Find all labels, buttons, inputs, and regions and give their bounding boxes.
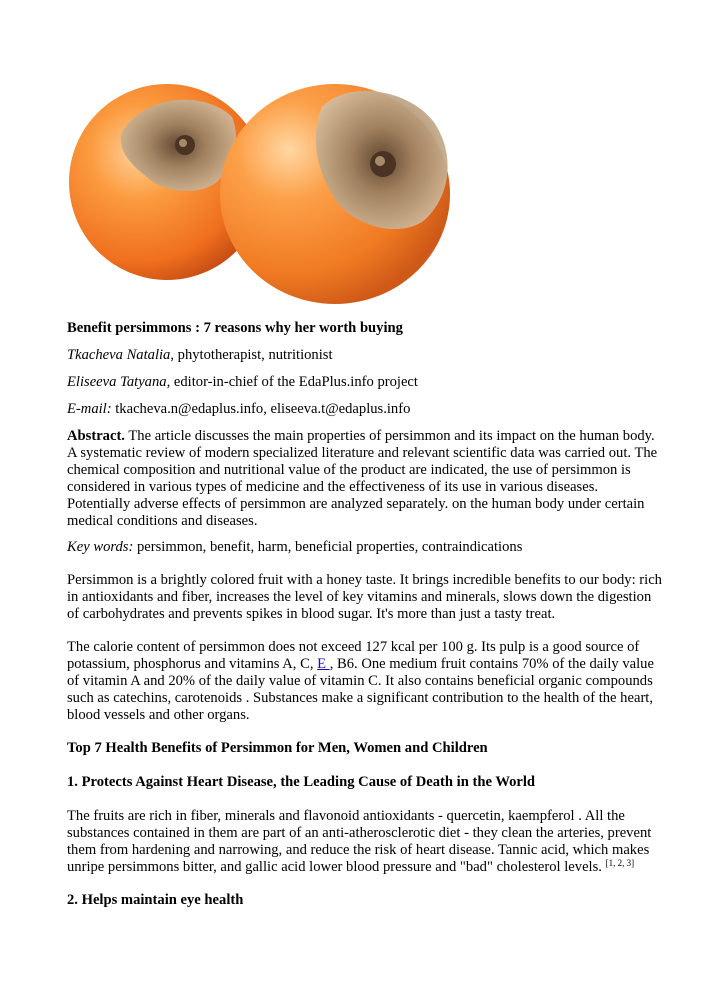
author-2-name: Eliseeva Tatyana, — [67, 374, 171, 390]
paragraph-1-text: The fruits are rich in fiber, minerals and flavonoid antioxidants - quercetin, kaempferol . All the substances contained in them are part of an anti-atherosclerotic diet - they clean the arteries, prevent them from hardening and narrowing, and reduce the risk of heart disease. Tannic acid, which makes unripe persimmons bitter, and gallic acid lower blood pressure and "bad" cholesterol levels. — [67, 808, 652, 875]
author-2 — [67, 374, 662, 391]
author-1-name: Tkacheva Natalia, — [67, 347, 175, 363]
author-1-role: phytotherapist, nutritionist — [174, 347, 333, 363]
section-heading: Top 7 Health Benefits of Persimmon for Men, Women and Children — [67, 740, 488, 756]
email-value: tkacheva.n@edaplus.info, eliseeva.t@edaplus.info — [111, 401, 411, 417]
article-body — [67, 320, 662, 926]
abstract-label: Abstract. — [67, 428, 125, 444]
author-1 — [67, 347, 662, 364]
keywords — [67, 539, 662, 556]
vitamin-e-link[interactable]: E — [317, 656, 330, 672]
paragraph-1-refs[interactable]: [1, 2, 3] — [605, 858, 635, 868]
email-line — [67, 401, 662, 418]
email-label: E-mail: — [67, 401, 112, 417]
calorie-paragraph — [67, 639, 662, 724]
paragraph-1 — [67, 808, 662, 876]
subheading-2: 2. Helps maintain eye health — [67, 892, 244, 908]
article-title: Benefit persimmons : 7 reasons why her worth buying — [67, 320, 403, 336]
calorie-text-after: , B6. One medium fruit contains 70% of the daily value of vitamin A and 20% of the daily value of vitamin C. It also contains beneficial organic compounds such as catechins, carotenoids . Substances make a significant contribution to the health of the heart, blood vessels and other organs. — [67, 656, 654, 723]
persimmon-image — [67, 72, 467, 307]
calorie-text-before: The calorie content of persimmon does not exceed 127 kcal per 100 g. Its pulp is a good source of potassium, phosphorus and vitamins A, C, — [67, 639, 640, 672]
abstract-text: The article discusses the main properties of persimmon and its impact on the human body. A systematic review of modern specialized literature and relevant scientific data was carried out. The chemical composition and nutritional value of the product are indicated, the use of persimmon is considered in various types of medicine and the effectiveness of its use in various diseases. Potentially adverse effects of persimmon are analyzed separately. on the human body under certain medical conditions and diseases. — [67, 428, 658, 529]
keywords-label: Key words: — [67, 539, 134, 555]
keywords-text: persimmon, benefit, harm, beneficial properties, contraindications — [133, 539, 523, 555]
abstract — [67, 428, 662, 530]
author-2-role: editor-in-chief of the EdaPlus.info project — [170, 374, 418, 390]
subheading-1: 1. Protects Against Heart Disease, the Leading Cause of Death in the World — [67, 774, 536, 790]
intro-paragraph: Persimmon is a brightly colored fruit with a honey taste. It brings incredible benefits to our body: rich in antioxidants and fiber, increases the level of key vitamins and minerals, slows down the digestion of carbohydrates and prevents spikes in blood sugar. It's more than just a tasty treat. — [67, 572, 662, 622]
